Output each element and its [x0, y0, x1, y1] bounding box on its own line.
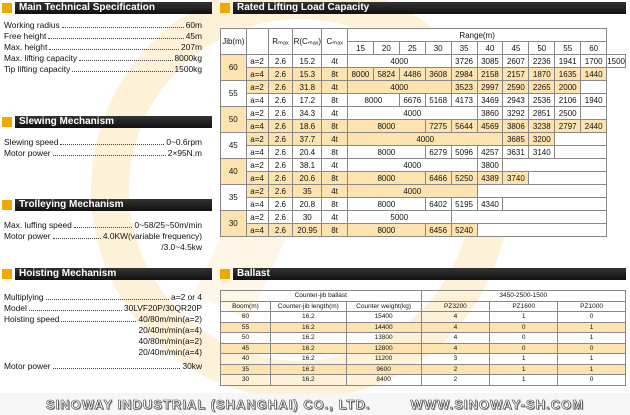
load-param-cell: 8t — [322, 120, 348, 133]
load-param-cell: 20.8 — [293, 198, 322, 211]
load-param-cell: 2.6 — [268, 81, 293, 94]
main-spec-header — [2, 2, 212, 14]
load-param-cell: a=2 — [246, 81, 268, 94]
ballast-cell: 16.2 — [270, 354, 346, 365]
load-value-cell: 6466 — [425, 172, 451, 185]
spec-row — [4, 42, 212, 53]
load-param-cell: 20.95 — [293, 224, 322, 237]
load-param-cell: a=2 — [246, 211, 268, 224]
ballast-cell: 16.2 — [270, 312, 346, 323]
load-value-cell: 1700 — [581, 55, 607, 68]
ballast-col-header: PZ3200 — [421, 301, 490, 312]
range-header-cell: 50 — [529, 42, 555, 55]
load-row — [221, 133, 626, 146]
load-param-cell: 2.6 — [268, 94, 293, 107]
load-row — [221, 107, 626, 120]
load-param-cell: a=4 — [246, 198, 268, 211]
load-param-cell: a=4 — [246, 224, 268, 237]
jib-length-cell: 40 — [221, 159, 247, 185]
ballast-cell: 16.2 — [270, 333, 346, 344]
ballast-cell: 55 — [221, 322, 271, 333]
load-value-cell: 4257 — [477, 146, 503, 159]
ballast-cell: 0 — [490, 322, 558, 333]
multiplying-value: a=2 or 4 — [171, 292, 202, 302]
hoisting-speed-value: 40/80m/min(a=2) — [138, 314, 202, 324]
load-row — [221, 211, 626, 224]
load-row — [221, 94, 626, 107]
ballast-cell: 4 — [421, 343, 490, 354]
load-param-cell: 30 — [293, 211, 322, 224]
spec-value: 0~58/25~50m/min — [134, 220, 202, 230]
load-value-cell: 2943 — [503, 94, 529, 107]
spec-row — [4, 148, 212, 159]
load-value-cell: 4389 — [477, 172, 503, 185]
load-param-cell: 20.6 — [293, 172, 322, 185]
load-value-cell: 8000 — [348, 198, 426, 211]
load-param-cell: 4t — [322, 159, 348, 172]
load-empty-cell — [503, 159, 607, 172]
load-value-cell: 2997 — [477, 81, 503, 94]
load-value-cell: 5644 — [451, 120, 477, 133]
load-value-cell: 6279 — [425, 146, 451, 159]
ballast-cell: 4 — [421, 322, 490, 333]
range-header-cell: 20 — [373, 42, 399, 55]
spec-label: Motor power — [4, 231, 51, 241]
ballast-row — [221, 312, 626, 323]
load-param-cell: 8t — [322, 224, 348, 237]
load-value-cell: 5000 — [348, 211, 452, 224]
spec-row — [4, 31, 212, 42]
ballast-cell: 11200 — [346, 354, 421, 365]
ballast-counter-header: Counter-jib ballast — [221, 291, 422, 302]
load-value-cell: 3469 — [477, 94, 503, 107]
load-value-cell: 3800 — [477, 159, 503, 172]
load-param-cell: 2.6 — [268, 159, 293, 172]
range-header-cell: 15 — [348, 42, 374, 55]
load-value-cell: 4569 — [477, 120, 503, 133]
spec-label: Max. luffing speed — [4, 220, 72, 230]
load-value-cell: 3860 — [477, 107, 503, 120]
load-value-cell: 2984 — [451, 68, 477, 81]
load-param-cell: 2.6 — [268, 133, 293, 146]
load-value-cell: 4000 — [348, 185, 478, 198]
ballast-cell: 0 — [558, 312, 626, 323]
ballast-cell: 40 — [221, 354, 271, 365]
spec-value: 60m — [185, 20, 202, 30]
ballast-col-header: Boom(m) — [221, 301, 271, 312]
col-multiplier — [246, 29, 268, 55]
load-param-cell: 38.1 — [293, 159, 322, 172]
ballast-cell: 0 — [490, 333, 558, 344]
hoisting-speed-value: 20/40m/min(a=4) — [138, 325, 202, 335]
load-value-cell: 1940 — [581, 94, 607, 107]
load-param-cell: 31.8 — [293, 81, 322, 94]
load-row — [221, 55, 626, 68]
ballast-cell: 16.2 — [270, 343, 346, 354]
load-value-cell: 6456 — [425, 224, 451, 237]
load-param-cell: 20.4 — [293, 146, 322, 159]
spec-row — [4, 20, 212, 31]
load-value-cell: 3631 — [503, 146, 529, 159]
load-value-cell: 8000 — [348, 120, 426, 133]
load-param-cell: 4t — [322, 185, 348, 198]
load-empty-cell — [555, 146, 607, 159]
load-param-cell: a=4 — [246, 94, 268, 107]
load-param-cell: a=2 — [246, 107, 268, 120]
load-value-cell: 4000 — [348, 81, 452, 94]
hoisting-header — [2, 268, 212, 280]
load-value-cell: 2157 — [503, 68, 529, 81]
ballast-cell: 0 — [490, 343, 558, 354]
ballast-cell: 35 — [221, 364, 271, 375]
load-value-cell: 1500 — [607, 56, 625, 66]
ballast-col-header: Counter-jib length(m) — [270, 301, 346, 312]
col-jib: Jib(m) — [221, 29, 247, 55]
load-empty-cell — [503, 198, 607, 211]
load-param-cell: 4t — [322, 211, 348, 224]
spec-label: Working radius — [4, 20, 60, 30]
jib-length-cell: 30 — [221, 211, 247, 237]
spec-label: Motor power — [4, 148, 51, 158]
ballast-cell: 0 — [558, 343, 626, 354]
hoisting-speed-value: 40/80m/min(a=2) — [138, 336, 202, 346]
load-value-cell: 3685 — [503, 133, 529, 146]
ballast-cell: 50 — [221, 333, 271, 344]
load-param-cell: 2.6 — [268, 224, 293, 237]
load-value-cell: 2000 — [555, 81, 581, 94]
load-param-cell: 35 — [293, 185, 322, 198]
load-param-cell: a=2 — [246, 55, 268, 68]
website-link[interactable]: WWW.SINOWAY-SH.COM — [410, 396, 585, 412]
spec-label: Free height — [4, 31, 47, 41]
load-row — [221, 81, 626, 94]
load-value-cell: 7275 — [425, 120, 451, 133]
hoisting-motor-value: 30kw — [182, 361, 202, 371]
main-spec-title: Main Technical Specification — [15, 2, 212, 14]
load-capacity-title: Rated Lifting Load Capacity — [233, 2, 626, 14]
load-value-cell: 4000 — [348, 159, 478, 172]
hoisting-list — [4, 292, 212, 372]
hoisting-speed-label: Hoisting speed — [4, 314, 60, 324]
trolleying-list — [4, 220, 212, 242]
spec-row — [4, 137, 212, 148]
slewing-list — [4, 137, 212, 159]
ballast-cell: 45 — [221, 343, 271, 354]
main-spec-list — [4, 20, 212, 75]
spec-value: 1500kg — [174, 64, 202, 74]
ballast-cell: 2 — [421, 364, 490, 375]
load-empty-cell — [581, 107, 607, 120]
load-param-cell: a=2 — [246, 133, 268, 146]
col-rmax: Rₘₐₓ — [268, 29, 293, 55]
load-row — [221, 224, 626, 237]
model-value: 30LVF20P/30QR20P — [123, 303, 202, 313]
ballast-cell: 8400 — [346, 375, 421, 386]
load-row — [221, 146, 626, 159]
ballast-section — [220, 268, 626, 386]
range-header-cell: 45 — [503, 42, 529, 55]
hoisting-section — [2, 268, 212, 372]
range-header-cell: 25 — [399, 42, 425, 55]
load-value-cell: 3806 — [503, 120, 529, 133]
company-name: SINOWAY INDUSTRIAL (SHANGHAI) CO., LTD. — [45, 396, 371, 412]
load-value-cell: 1870 — [529, 68, 555, 81]
spec-value: 0~0.6rpm — [166, 137, 202, 147]
load-value-cell: 3608 — [425, 68, 451, 81]
load-empty-cell — [555, 133, 607, 146]
load-value-cell: 8000 — [348, 146, 426, 159]
slewing-title: Slewing Mechanism — [15, 116, 212, 128]
load-value-cell: 5168 — [425, 94, 451, 107]
load-capacity-table — [220, 28, 626, 237]
load-value-cell: 8000 — [348, 68, 374, 81]
load-empty-cell — [581, 81, 607, 94]
trolleying-extra: /3.0~4.5kw — [161, 242, 202, 252]
ballast-cell: 3 — [421, 354, 490, 365]
ballast-cell: 15400 — [346, 312, 421, 323]
range-header-cell: 40 — [477, 42, 503, 55]
load-param-cell: 34.3 — [293, 107, 322, 120]
load-param-cell: 18.6 — [293, 120, 322, 133]
ballast-cell: 1 — [490, 312, 558, 323]
ballast-cell: 1 — [558, 333, 626, 344]
load-value-cell: 4000 — [348, 107, 478, 120]
multiplying-label: Multiplying — [4, 292, 44, 302]
load-value-cell: 1440 — [581, 68, 607, 81]
ballast-cell: 1 — [490, 375, 558, 386]
load-value-cell: 3238 — [529, 120, 555, 133]
ballast-cell: 4 — [421, 333, 490, 344]
load-param-cell: 8t — [322, 172, 348, 185]
load-value-cell: 3523 — [451, 81, 477, 94]
range-header-cell: 55 — [555, 42, 581, 55]
load-value-cell: 4000 — [348, 55, 452, 68]
slewing-header — [2, 116, 212, 128]
ballast-col-header: Counter weight(kg) — [346, 301, 421, 312]
ballast-col-header: PZ1600 — [490, 301, 558, 312]
load-value-cell: 2158 — [477, 68, 503, 81]
load-row — [221, 198, 626, 211]
ballast-cell: 16.2 — [270, 375, 346, 386]
ballast-cell: 30 — [221, 375, 271, 386]
spec-value: 45m — [185, 31, 202, 41]
load-empty-cell — [529, 172, 607, 185]
load-value-cell: 2500 — [555, 107, 581, 120]
spec-row — [4, 64, 212, 75]
range-header-cell: 30 — [425, 42, 451, 55]
slewing-section — [2, 116, 212, 159]
load-param-cell: 15.2 — [293, 55, 322, 68]
load-value-cell: 5195 — [451, 198, 477, 211]
spec-row — [4, 53, 212, 64]
range-header-cell: 35 — [451, 42, 477, 55]
hoisting-motor-label: Motor power — [4, 361, 51, 371]
load-value-cell: 4486 — [399, 68, 425, 81]
load-param-cell: 17.2 — [293, 94, 322, 107]
load-param-cell: 2.6 — [268, 172, 293, 185]
ballast-row — [221, 364, 626, 375]
load-value-cell: 3740 — [503, 172, 529, 185]
jib-length-cell: 55 — [221, 81, 247, 107]
load-row — [221, 159, 626, 172]
ballast-cell: 16.2 — [270, 322, 346, 333]
main-spec-section — [2, 2, 212, 75]
load-empty-cell — [451, 211, 607, 224]
col-cmax: Cₘₐₓ — [322, 29, 348, 55]
load-value-cell: 2851 — [529, 107, 555, 120]
load-param-cell: a=4 — [246, 146, 268, 159]
load-param-cell: 37.7 — [293, 133, 322, 146]
ballast-cell: 14400 — [346, 322, 421, 333]
model-label: Model — [4, 303, 27, 313]
load-value-cell: 2607 — [503, 55, 529, 68]
load-param-cell: 2.6 — [268, 185, 293, 198]
load-param-cell: 2.6 — [268, 55, 293, 68]
spec-value: 207m — [181, 42, 202, 52]
load-value-cell: 8000 — [348, 224, 426, 237]
ballast-cell: 2 — [421, 375, 490, 386]
load-value-cell: 2536 — [529, 94, 555, 107]
col-rcmax: R(Cₘₐₓ) — [293, 29, 322, 55]
spec-value: 8000kg — [174, 53, 202, 63]
spec-label: Slewing speed — [4, 137, 59, 147]
load-row — [221, 172, 626, 185]
load-value-cell: 1941 — [555, 55, 581, 68]
ballast-cell: 1 — [490, 354, 558, 365]
spec-row — [4, 231, 212, 242]
ballast-cell: 1 — [558, 364, 626, 375]
load-value-cell: 3292 — [503, 107, 529, 120]
jib-length-cell: 60 — [221, 55, 247, 81]
load-param-cell: a=2 — [246, 159, 268, 172]
ballast-cell: 1 — [558, 322, 626, 333]
spec-value: 4.0KW(variable frequency) — [102, 231, 202, 241]
load-value-cell: 2106 — [555, 94, 581, 107]
ballast-cell: 16.2 — [270, 364, 346, 375]
hoisting-title: Hoisting Mechanism — [15, 268, 212, 280]
ballast-header — [220, 268, 626, 280]
hoisting-speed-value: 20/40m/min(a=4) — [138, 347, 202, 357]
range-header-cell: 60 — [581, 42, 607, 55]
load-value-cell: 3085 — [477, 55, 503, 68]
load-param-cell: 4t — [322, 81, 348, 94]
load-value-cell: 5824 — [373, 68, 399, 81]
footer-banner — [0, 393, 630, 415]
load-param-cell: 2.6 — [268, 198, 293, 211]
ballast-cell: 4 — [421, 312, 490, 323]
load-value-cell: 2590 — [503, 81, 529, 94]
ballast-title: Ballast — [233, 268, 626, 280]
load-empty-cell — [477, 224, 607, 237]
load-value-cell: 4173 — [451, 94, 477, 107]
load-param-cell: 2.6 — [268, 68, 293, 81]
ballast-row — [221, 354, 626, 365]
load-capacity-header — [220, 2, 626, 14]
trolleying-section — [2, 199, 212, 253]
spec-value: 2×95N.m — [167, 148, 202, 158]
load-value-cell: 5250 — [451, 172, 477, 185]
load-param-cell: a=4 — [246, 172, 268, 185]
ballast-cell: 9600 — [346, 364, 421, 375]
col-range: Range(m) — [348, 29, 607, 42]
load-param-cell: a=2 — [246, 185, 268, 198]
load-value-cell: 6402 — [425, 198, 451, 211]
jib-length-cell: 45 — [221, 133, 247, 159]
load-value-cell: 3726 — [451, 55, 477, 68]
ballast-cell: 1 — [490, 364, 558, 375]
ballast-row — [221, 322, 626, 333]
load-param-cell: 8t — [322, 198, 348, 211]
load-param-cell: 8t — [322, 68, 348, 81]
load-value-cell: 2265 — [529, 81, 555, 94]
load-value-cell: 4340 — [477, 198, 503, 211]
ballast-row — [221, 343, 626, 354]
trolleying-header — [2, 199, 212, 211]
load-value-cell: 1635 — [555, 68, 581, 81]
load-param-cell: 2.6 — [268, 120, 293, 133]
ballast-table — [220, 290, 626, 386]
load-row — [221, 120, 626, 133]
load-value-cell: 2440 — [581, 120, 607, 133]
load-param-cell: 15.3 — [293, 68, 322, 81]
jib-length-cell: 50 — [221, 107, 247, 133]
ballast-cell: 0 — [558, 375, 626, 386]
ballast-row — [221, 375, 626, 386]
load-param-cell: 4t — [322, 133, 348, 146]
load-value-cell: 3140 — [529, 146, 555, 159]
ballast-row — [221, 333, 626, 344]
trolleying-title: Trolleying Mechanism — [15, 199, 212, 211]
spec-row — [4, 220, 212, 231]
load-param-cell: 8t — [322, 146, 348, 159]
spec-label: Tip lifting capacity — [4, 64, 71, 74]
ballast-config-header: 3450-2500-1500 — [421, 291, 625, 302]
ballast-cell: 1 — [558, 354, 626, 365]
ballast-cell: 13800 — [346, 333, 421, 344]
load-row — [221, 68, 626, 81]
load-row — [221, 185, 626, 198]
load-param-cell: 2.6 — [268, 211, 293, 224]
spec-label: Max. height — [4, 42, 48, 52]
load-capacity-section — [220, 2, 626, 237]
load-value-cell: 2236 — [529, 55, 555, 68]
jib-length-cell: 35 — [221, 185, 247, 211]
load-value-cell: 6676 — [399, 94, 425, 107]
ballast-cell: 12800 — [346, 343, 421, 354]
load-value-cell: 8000 — [348, 94, 400, 107]
load-param-cell: 8t — [322, 94, 348, 107]
load-param-cell: 4t — [322, 55, 348, 68]
load-value-cell: 2797 — [555, 120, 581, 133]
load-param-cell: 4t — [322, 107, 348, 120]
load-param-cell: 2.6 — [268, 146, 293, 159]
load-param-cell: a=4 — [246, 68, 268, 81]
load-value-cell: 5096 — [451, 146, 477, 159]
load-param-cell: a=4 — [246, 120, 268, 133]
load-value-cell: 8000 — [348, 172, 426, 185]
load-value-cell: 3200 — [529, 133, 555, 146]
load-param-cell: 2.6 — [268, 107, 293, 120]
load-value-cell: 4000 — [348, 133, 503, 146]
ballast-col-header: PZ1000 — [558, 301, 626, 312]
ballast-cell: 60 — [221, 312, 271, 323]
load-empty-cell — [477, 185, 607, 198]
spec-label: Max. lifting capacity — [4, 53, 78, 63]
load-value-cell: 5240 — [451, 224, 477, 237]
